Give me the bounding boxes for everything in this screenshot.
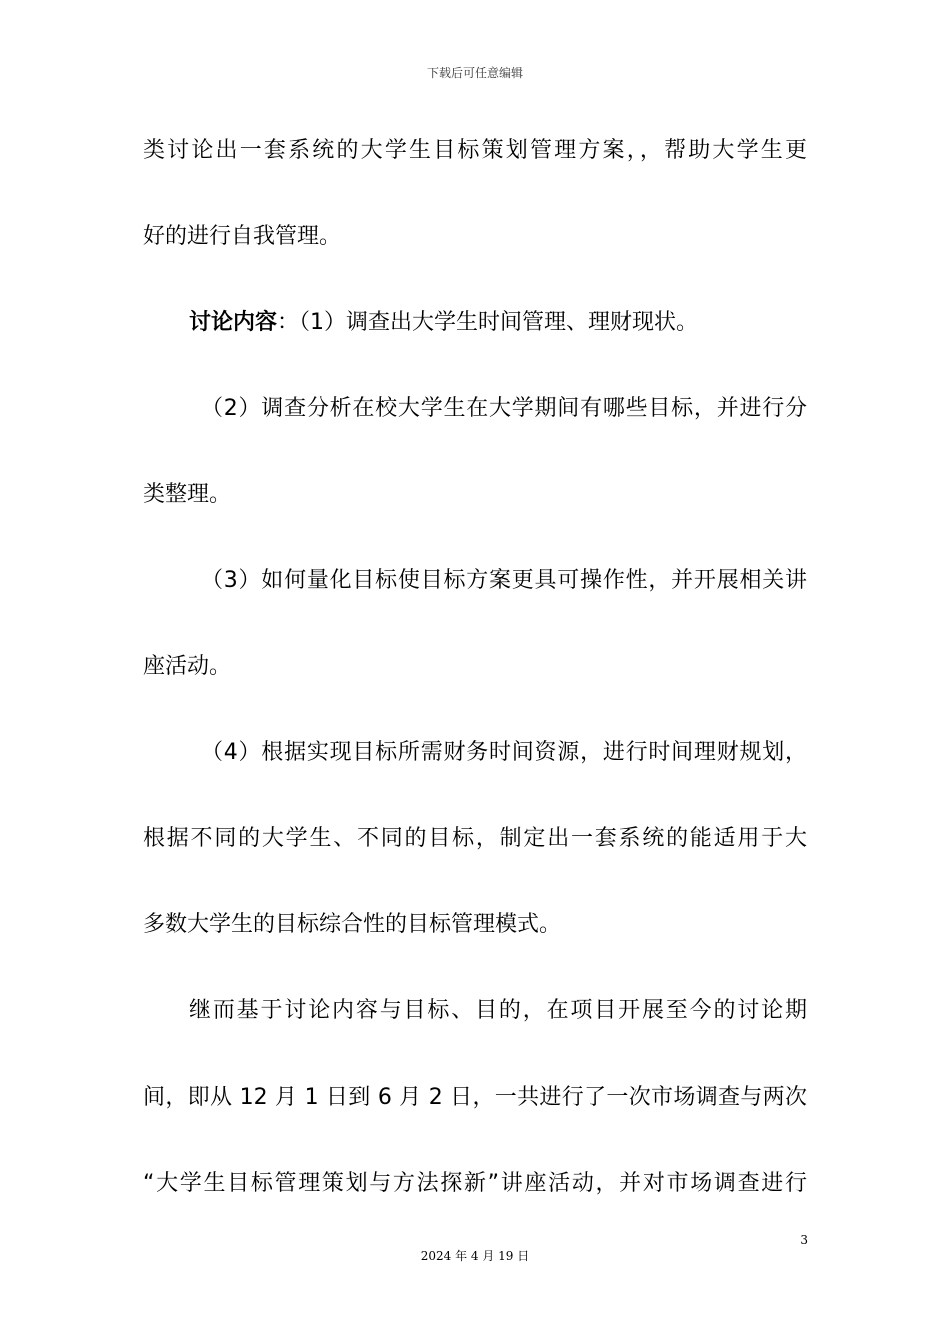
text-line: 多数大学生的目标综合性的目标管理模式。	[143, 912, 562, 937]
footer-date: 2024 年 4 月 19 日	[420, 1249, 530, 1263]
text-line: 继而基于讨论内容与目标、目的，在项目开展至今的讨论期	[189, 998, 807, 1023]
text-line: 间，即从 12 月 1 日到 6 月 2 日，一共进行了一次市场调查与两次	[143, 1085, 807, 1110]
text-line: （2）调查分析在校大学生在大学期间有哪些目标，并进行分	[201, 396, 807, 421]
text-line-discussion-content	[143, 303, 807, 343]
text-line: 类整理。	[143, 482, 232, 507]
text-line: 类讨论出一套系统的大学生目标策划管理方案，，帮助大学生更	[143, 138, 807, 163]
text-line: （4）根据实现目标所需财务时间资源，进行时间理财规划，	[201, 740, 807, 765]
page-header: 下载后可任意编辑	[426, 66, 523, 80]
text-line: 座活动。	[143, 654, 232, 679]
text-line: 根据不同的大学生、不同的目标，制定出一套系统的能适用于大	[143, 826, 807, 851]
text-line: 好的进行自我管理。	[143, 224, 342, 249]
bold-label: 讨论内容	[189, 310, 278, 335]
text-line-rest: ：（1）调查出大学生时间管理、理财现状。	[277, 310, 699, 335]
text-line: “大学生目标管理策划与方法探新”讲座活动，并对市场调查进行	[143, 1171, 807, 1196]
text-line: （3）如何量化目标使目标方案更具可操作性，并开展相关讲	[201, 568, 807, 593]
page-number: 3	[800, 1233, 808, 1247]
